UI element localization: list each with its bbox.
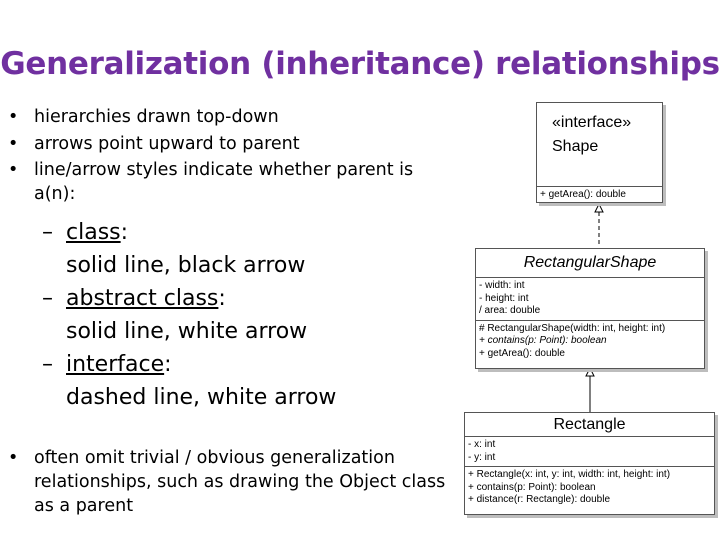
sub-list xyxy=(42,216,442,414)
method: + distance(r: Rectangle): double xyxy=(468,494,611,505)
class-name: RectangularShape xyxy=(523,254,657,271)
uml-class-rectangle xyxy=(464,412,715,515)
class-name: Rectangle xyxy=(553,416,626,433)
fields-section xyxy=(465,436,714,466)
sub-item-abstract-class: – abstract class: solid line, white arrow xyxy=(42,282,442,348)
bullet-icon: • xyxy=(8,134,19,154)
field: - y: int xyxy=(468,451,496,463)
method: # RectangularShape(width: int, height: int) xyxy=(479,322,666,334)
bullet-item: • arrows point upward to parent xyxy=(8,131,448,158)
term-class: class xyxy=(66,220,121,245)
bullet-icon: • xyxy=(8,448,19,468)
field: - height: int xyxy=(479,292,529,304)
bullet-icon: • xyxy=(8,160,19,180)
methods-section xyxy=(465,466,714,509)
stereotype-label: «interface» xyxy=(552,114,632,131)
uml-class-shape xyxy=(536,102,663,203)
term-abstract-class: abstract class xyxy=(66,286,219,311)
bullet-list xyxy=(8,104,448,206)
field: - x: int xyxy=(468,439,496,450)
page-title: Generalization (inheritance) relationships xyxy=(0,46,720,82)
bottom-bullet-list xyxy=(8,446,453,518)
class-name: Shape xyxy=(552,138,599,155)
dash-icon: – xyxy=(42,286,53,311)
bullet-item: • line/arrow styles indicate whether parent is a(n): xyxy=(8,160,414,204)
method: + contains(p: Point): boolean xyxy=(468,481,596,493)
method: + getArea(): double xyxy=(479,347,565,359)
methods-section xyxy=(537,186,662,204)
uml-class-rectangularshape xyxy=(475,248,705,369)
desc-interface: dashed line, white arrow xyxy=(66,385,337,410)
method: + getArea(): double xyxy=(540,189,626,200)
field: / area: double xyxy=(479,305,541,316)
hollow-arrow-icon xyxy=(595,204,603,212)
field: - width: int xyxy=(479,280,525,291)
desc-class: solid line, black arrow xyxy=(66,253,306,278)
term-interface: interface xyxy=(66,352,165,377)
hollow-arrow-icon xyxy=(586,368,594,376)
sub-item-class: – class: solid line, black arrow xyxy=(42,216,442,282)
desc-abstract-class: solid line, white arrow xyxy=(66,319,308,344)
dash-icon: – xyxy=(42,220,53,245)
method: + Rectangle(x: int, y: int, width: int, height: int) xyxy=(468,469,671,480)
methods-section xyxy=(476,320,704,363)
sub-item-interface: – interface: dashed line, white arrow xyxy=(42,348,442,414)
fields-section xyxy=(476,277,704,320)
dash-icon: – xyxy=(42,352,53,377)
method: + contains(p: Point): boolean xyxy=(479,335,607,346)
bullet-item: • often omit trivial / obvious generalization relationships, such as drawing the Object class as a parent xyxy=(8,448,446,516)
bullet-item: • hierarchies drawn top-down xyxy=(8,104,448,131)
bullet-icon: • xyxy=(8,107,19,127)
